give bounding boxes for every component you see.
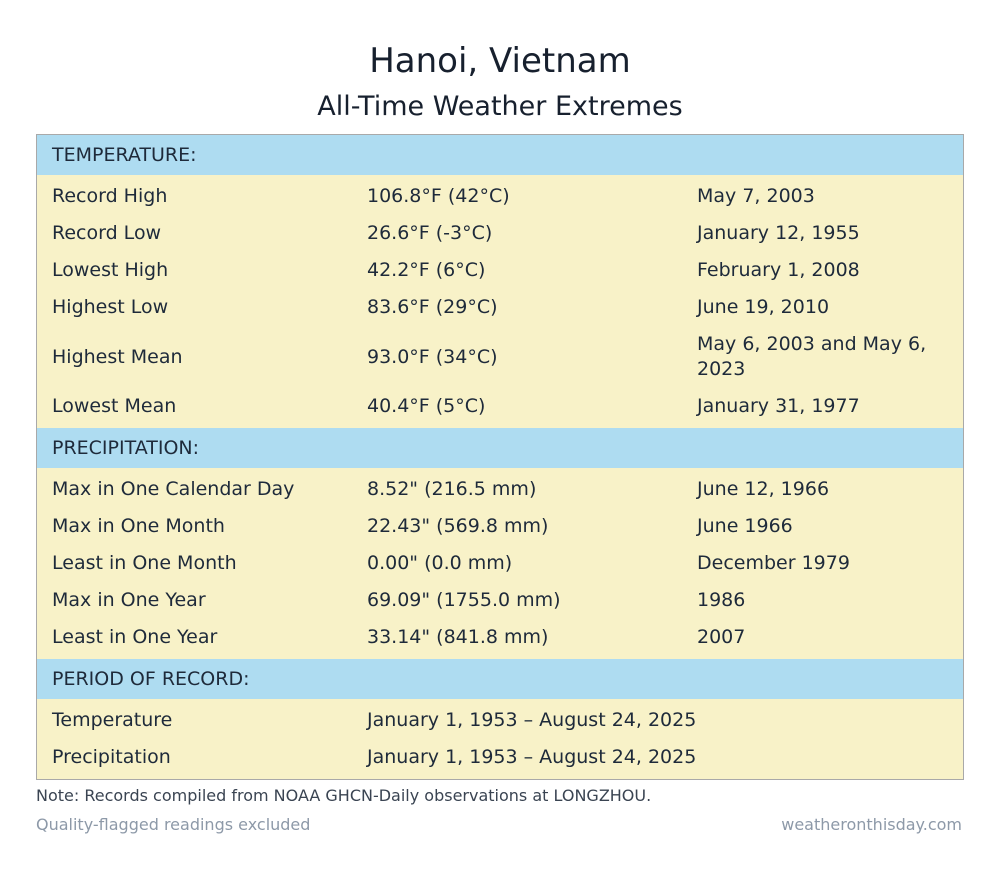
- row-value: 0.00" (0.0 mm): [367, 552, 513, 574]
- row-date: 2007: [697, 626, 746, 648]
- row-label: Precipitation: [52, 746, 171, 768]
- row-label: Lowest Mean: [52, 395, 177, 417]
- row-label: Highest Mean: [52, 345, 183, 368]
- table-row-max-calendar-day: [37, 468, 963, 508]
- row-value: 93.0°F (34°C): [367, 345, 498, 368]
- table-row-lowest-mean: [37, 388, 963, 428]
- row-label: Least in One Month: [52, 552, 237, 574]
- row-value: January 1, 1953 – August 24, 2025: [367, 746, 697, 768]
- row-value: 33.14" (841.8 mm): [367, 626, 549, 648]
- row-value: January 1, 1953 – August 24, 2025: [367, 709, 697, 731]
- row-date: January 12, 1955: [697, 222, 860, 244]
- table-row-record-low: [37, 215, 963, 252]
- table-row-max-one-year: [37, 582, 963, 619]
- table-row-record-high: [37, 175, 963, 215]
- row-label: Max in One Year: [52, 589, 206, 611]
- row-date: June 1966: [697, 515, 793, 537]
- row-label: Lowest High: [52, 259, 169, 281]
- row-value: 40.4°F (5°C): [367, 395, 486, 417]
- section-header-temperature: TEMPERATURE:: [37, 135, 963, 175]
- row-date: June 19, 2010: [697, 296, 830, 318]
- row-label: Record High: [52, 185, 168, 207]
- row-date: June 12, 1966: [697, 478, 830, 500]
- section-header-period: PERIOD OF RECORD:: [37, 659, 963, 699]
- footer-site-credit: weatheronthisday.com: [781, 815, 962, 834]
- row-value: 83.6°F (29°C): [367, 296, 498, 318]
- footer-quality-note: Quality-flagged readings excluded: [36, 815, 311, 834]
- table-row-highest-low: [37, 289, 963, 326]
- table-row-period-precipitation: [37, 739, 963, 779]
- footer-note: Note: Records compiled from NOAA GHCN-Daily observations at LONGZHOU.: [36, 786, 652, 805]
- row-date: May 6, 2003 and May 6, 2023: [697, 333, 927, 380]
- row-value: 42.2°F (6°C): [367, 259, 486, 281]
- row-value: 69.09" (1755.0 mm): [367, 589, 561, 611]
- table-row-least-one-month: [37, 545, 963, 582]
- row-label: Record Low: [52, 222, 162, 244]
- row-value: 26.6°F (-3°C): [367, 222, 493, 244]
- row-label: Highest Low: [52, 296, 169, 318]
- row-label: Max in One Calendar Day: [52, 478, 295, 500]
- table-row-highest-mean: [37, 326, 963, 388]
- row-label: Max in One Month: [52, 515, 225, 537]
- row-date: May 7, 2003: [697, 185, 815, 207]
- row-value: 106.8°F (42°C): [367, 185, 510, 207]
- table-row-max-one-month: [37, 508, 963, 545]
- row-value: 22.43" (569.8 mm): [367, 515, 549, 537]
- row-date: December 1979: [697, 552, 850, 574]
- table-row-lowest-high: [37, 252, 963, 289]
- row-label: Temperature: [52, 709, 173, 731]
- row-date: January 31, 1977: [697, 395, 860, 417]
- table-row-period-temperature: [37, 699, 963, 739]
- row-date: February 1, 2008: [697, 259, 860, 281]
- row-value: 8.52" (216.5 mm): [367, 478, 537, 500]
- extremes-table: [36, 134, 964, 780]
- section-header-precipitation: PRECIPITATION:: [37, 428, 963, 468]
- table-row-least-one-year: [37, 619, 963, 659]
- row-label: Least in One Year: [52, 626, 218, 648]
- page-title: Hanoi, Vietnam: [369, 41, 631, 81]
- page-subtitle: All-Time Weather Extremes: [317, 91, 683, 122]
- row-date: 1986: [697, 589, 746, 611]
